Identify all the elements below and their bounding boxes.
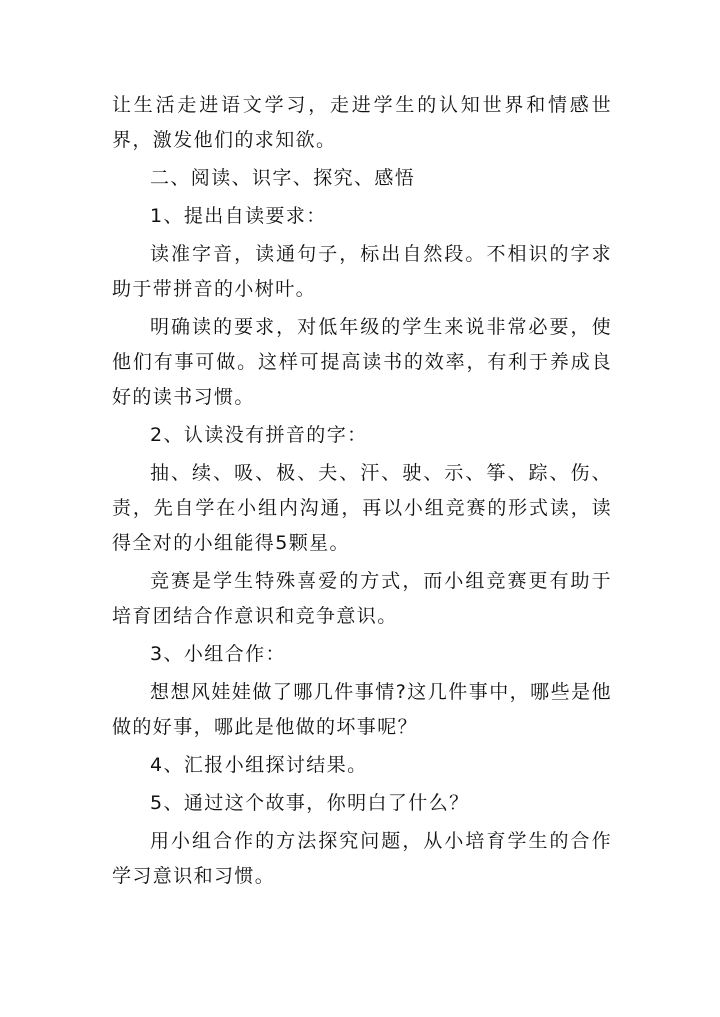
section-heading-reading: 二、阅读、识字、探究、感悟	[150, 167, 416, 189]
step-heading-4: 4、汇报小组探讨结果。	[150, 754, 368, 776]
paragraph-competition-rationale: 竞赛是学生特殊喜爱的方式，而小组竞赛更有助于培育团结合作意识和竞争意识。	[112, 570, 612, 627]
paragraph-reading-rationale: 明确读的要求，对低年级的学生来说非常必要，使他们有事可做。这样可提高读书的效率，有利于养成良好的读书习惯。	[112, 316, 612, 408]
paragraph-intro-continued: 让生活走进语文学习，走进学生的认知世界和情感世界，激发他们的求知欲。	[112, 94, 612, 151]
paragraph-group-question: 想想风娃娃做了哪几件事情?这几件事中，哪些是他做的好事，哪此是他做的坏事呢？	[112, 681, 612, 738]
step-heading-2: 2、认读没有拼音的字：	[150, 424, 368, 446]
step-heading-5: 5、通过这个故事，你明白了什么？	[150, 792, 470, 814]
paragraph-character-list: 抽、续、吸、极、夫、汗、驶、示、筝、踪、伤、责，先自学在小组内沟通，再以小组竞赛的形式读，读得全对的小组能得5颗星。	[112, 462, 612, 554]
paragraph-cooperation-rationale: 用小组合作的方法探究问题，从小培育学生的合作学习意识和习惯。	[112, 830, 612, 887]
step-heading-1: 1、提出自读要求：	[150, 205, 327, 227]
document-page	[112, 88, 612, 894]
paragraph-reading-requirements: 读准字音，读通句子，标出自然段。不相识的字求助于带拼音的小树叶。	[112, 243, 612, 300]
step-heading-3: 3、小组合作：	[150, 643, 286, 665]
